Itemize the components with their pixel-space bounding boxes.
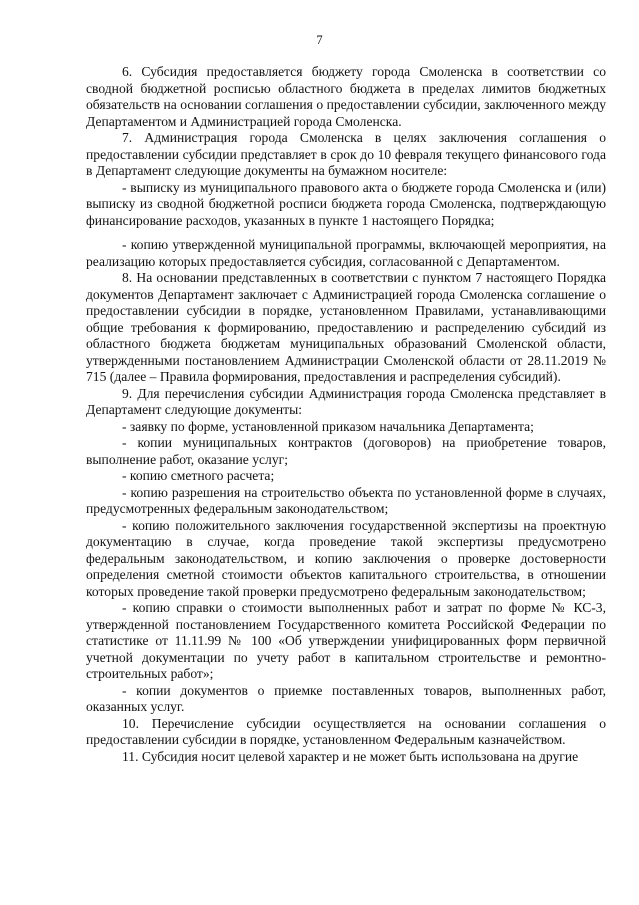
paragraph-6: 6. Субсидия предоставляется бюджету города Смоленска в соответствии со сводной бюджетной росписью областного бюджета в пределах лимитов бюджетных обязательств на основании соглашения о предоставлении субсидии, заключенного между Департаментом и Администрацией города Смоленска. (86, 64, 606, 129)
paragraph-9-item-permit: - копию разрешения на строительство объекта по установленной форме в случаях, предусмотренных федеральным законодательством; (86, 484, 606, 516)
page-number: 7 (316, 33, 323, 47)
paragraph-9-item-ks3: - копию справки о стоимости выполненных работ и затрат по форме № КС-3, утвержденной постановлением Государственного комитета Российской Федерации по статистике от 11.11.99 № 100 «Об утверждении унифицированных форм первичной учетной документации по учету работ в капитальном строительстве и ремонтно-строительных работ»; (86, 600, 606, 681)
paragraph-9-item-expertise: - копию положительного заключения государственной экспертизы на проектную документацию в случае, когда проведение такой экспертизы предусмотрено федеральным законодательством, и копию заключения о проверке достоверности определения сметной стоимости объектов капитального строительства, в отношении которых проведение такой проверки предусмотрено федеральным законодательством; (86, 517, 606, 599)
paragraph-9-item-estimate: - копию сметного расчета; (122, 468, 275, 483)
paragraph-10: 10. Перечисление субсидии осуществляется на основании соглашения о предоставлении субсидии в порядке, установленном Федеральным казначейством. (86, 715, 606, 747)
document-body (86, 64, 606, 765)
paragraph-9-item-contracts: - копии муниципальных контрактов (договоров) на приобретение товаров, выполнение работ, оказание услуг; (86, 435, 606, 467)
paragraph-7: 7. Администрация города Смоленска в целях заключения соглашения о предоставлении субсидии представляет в срок до 10 февраля текущего финансового года в Департамент следующие документы на бумажном носителе: (86, 130, 606, 178)
paragraph-9-item-request: - заявку по форме, установленной приказом начальника Департамента; (122, 418, 534, 434)
paragraph-9-item-acceptance: - копии документов о приемке поставленных товаров, выполненных работ, оказанных услуг. (86, 682, 606, 714)
paragraph-9: 9. Для перечисления субсидии Администрация города Смоленска представляет в Департамент следующие документы: (86, 385, 606, 417)
paragraph-7-item-program: - копию утвержденной муниципальной программы, включающей мероприятия, на реализацию которых предоставляется субсидия, согласованной с Департаментом. (86, 237, 606, 269)
paragraph-11: 11. Субсидия носит целевой характер и не может быть использована на другие (122, 748, 579, 764)
paragraph-8: 8. На основании представленных в соответствии с пунктом 7 настоящего Порядка документов Департамент заключает с Администрацией города Смоленска соглашение о предоставлении субсидии в порядке, установленном Правилами, устанавливающими общие требования к формированию, предоставлению и распределению субсидий из областного бюджета бюджетам муниципальных образований Смоленской области, утвержденными постановлением Администрации Смоленской области от 28.11.2019 № 715 (далее – Правила формирования, предоставления и распределения субсидий). (86, 270, 606, 384)
paragraph-7-item-excerpt: - выписку из муниципального правового акта о бюджете города Смоленска и (или) выписку из сводной бюджетной росписи бюджета города Смоленска, подтверждающую финансирование расходов, указанных в пункте 1 настоящего Порядка; (86, 179, 606, 228)
